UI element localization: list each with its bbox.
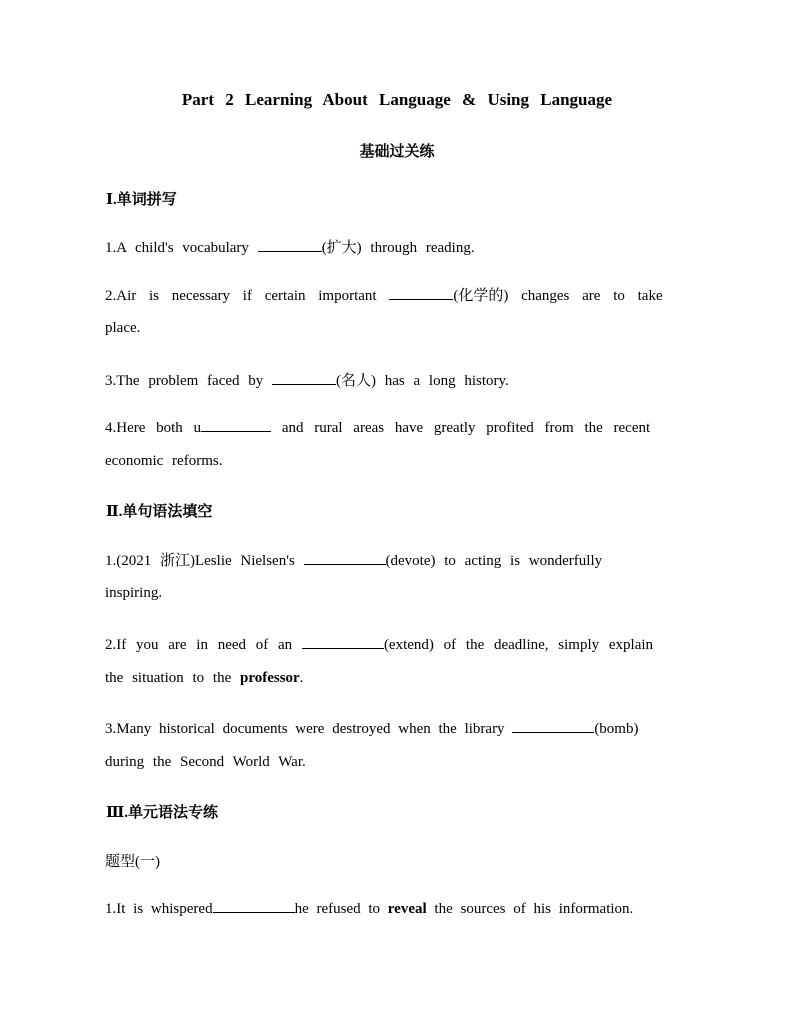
question-2-2: [105, 634, 653, 654]
question-text: 1.A child's vocabulary: [105, 240, 258, 256]
question-text: 2.Air is necessary if certain important: [105, 288, 390, 304]
section-heading-1: Ⅰ.单词拼写: [106, 192, 177, 208]
question-text: .: [299, 670, 304, 686]
question-1-4: [105, 417, 650, 437]
answer-blank[interactable]: [258, 237, 322, 252]
question-2-2-cont: [105, 670, 303, 687]
question-text: the sources of his information.: [426, 901, 634, 917]
question-type-label: 题型(一): [105, 854, 160, 870]
question-2-3: [105, 718, 638, 738]
answer-blank[interactable]: [512, 718, 594, 733]
question-text: (bomb): [594, 721, 639, 737]
question-1-1: [105, 236, 475, 257]
question-text: and rural areas have greatly profited from the recent: [271, 420, 651, 436]
question-text: (化学的) changes are to take: [453, 288, 663, 304]
question-text: 2.If you are in need of an: [105, 637, 302, 653]
answer-blank[interactable]: [302, 634, 384, 649]
question-text: (名人) has a long history.: [336, 373, 509, 389]
question-1-2-cont: place.: [105, 320, 141, 336]
question-text: 1.(2021 浙江)Leslie Nielsen's: [105, 553, 304, 569]
question-3-1: [105, 898, 633, 918]
question-2-1-cont: inspiring.: [105, 585, 163, 601]
question-text: (扩大) through reading.: [321, 240, 475, 256]
section-heading-2: Ⅱ.单句语法填空: [106, 504, 213, 520]
question-text: (devote) to acting is wonderfully: [385, 553, 603, 569]
question-text: 3.The problem faced by: [105, 373, 273, 389]
question-text: the situation to the: [105, 670, 240, 686]
question-text: 4.Here both u: [105, 420, 202, 436]
answer-blank[interactable]: [213, 898, 295, 913]
bold-word: professor: [239, 670, 300, 686]
question-1-3: [105, 369, 509, 390]
page-title: Part 2 Learning About Language & Using Language: [181, 90, 613, 109]
answer-blank[interactable]: [272, 370, 336, 385]
question-1-2: [105, 284, 663, 305]
answer-blank[interactable]: [201, 417, 271, 432]
question-text: 1.It is whispered: [105, 901, 213, 917]
question-2-3-cont: during the Second World War.: [105, 754, 306, 770]
question-1-4-cont: economic reforms.: [105, 453, 223, 469]
page-subtitle: 基础过关练: [359, 144, 435, 160]
question-text: 3.Many historical documents were destroyed when the library: [105, 721, 513, 737]
question-2-1: [105, 549, 602, 570]
section-heading-3: Ⅲ.单元语法专练: [106, 805, 219, 821]
answer-blank[interactable]: [304, 550, 386, 565]
question-text: he refused to: [294, 901, 388, 917]
bold-word: reveal: [387, 901, 427, 917]
answer-blank[interactable]: [389, 285, 453, 300]
question-text: (extend) of the deadline, simply explain: [383, 637, 654, 653]
